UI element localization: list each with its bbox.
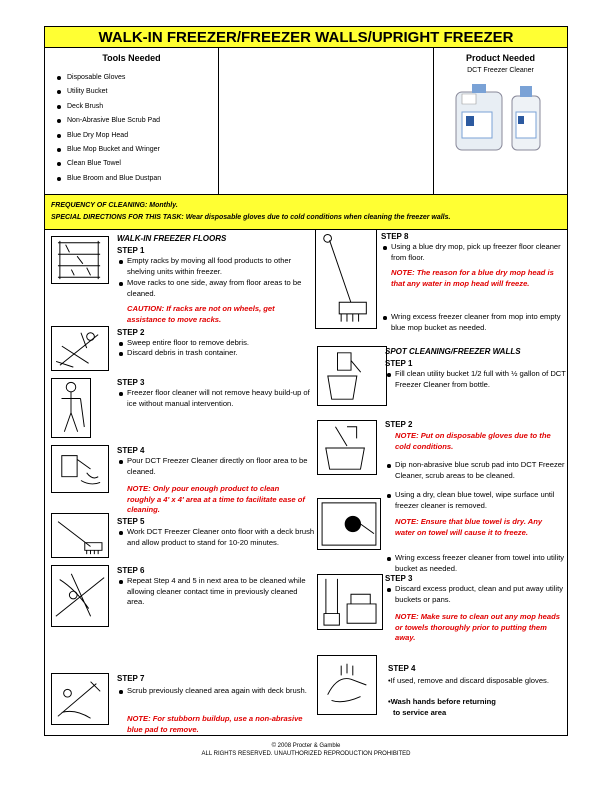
caution-note: CAUTION: If racks are not on wheels, get assistance to move racks.: [127, 304, 275, 324]
step-label: STEP 1: [385, 359, 413, 368]
step-bullet: Work DCT Freezer Cleaner onto floor with a deck brush and allow product to stand for 10-20 minutes.: [117, 527, 315, 548]
list-item: Blue Dry Mop Head: [67, 129, 218, 143]
product-name: DCT Freezer Cleaner: [467, 67, 534, 74]
step-bullet: Discard debris in trash container.: [117, 348, 315, 359]
product-header: Product Needed: [465, 53, 535, 63]
step-bullet: Repeat Step 4 and 5 in next area to be cleaned while allowing cleaner contact time in previously cleaned area.: [117, 576, 315, 608]
blank-panel: [219, 48, 433, 195]
note-text: NOTE: Ensure that blue towel is dry. Any water on towel will cause it to freeze.: [395, 517, 543, 537]
step-label: STEP 3: [385, 574, 413, 583]
list-item: Non-Abrasive Blue Scrub Pad: [67, 114, 218, 128]
step-line: •Wash hands before returning: [388, 697, 496, 706]
list-item: Utility Bucket: [67, 85, 218, 99]
tools-list: [45, 71, 218, 186]
step-bullet: Wring excess freezer cleaner from mop into empty blue mop bucket as needed.: [381, 312, 567, 333]
page-title: WALK-IN FREEZER/FREEZER WALLS/UPRIGHT FREEZER: [44, 26, 568, 48]
list-item: Clean Blue Towel: [67, 157, 218, 171]
note-text: NOTE: Make sure to clean out any mop heads or towels thoroughly prior to putting them away.: [395, 612, 560, 642]
step-bullet: Dip non-abrasive blue scrub pad into DCT Freezer Cleaner, scrub areas to be cleaned.: [385, 460, 567, 481]
rack-illustration: [51, 236, 109, 284]
sweeping-illustration: [51, 326, 109, 371]
step-bullet: Freezer floor cleaner will not remove heavy build-up of ice without manual intervention.: [117, 388, 315, 409]
towels-buckets-illustration: [317, 574, 383, 630]
note-text: NOTE: Put on disposable gloves due to the cold conditions.: [395, 431, 551, 451]
list-item: Blue Broom and Blue Dustpan: [67, 172, 218, 186]
pouring-cleaner-illustration: [51, 445, 109, 493]
step-bullet: Discard excess product, clean and put away utility buckets or pans.: [385, 584, 567, 605]
note-text: NOTE: Only pour enough product to clean roughly a 4' x 4' area at a time to facilitate ease of cleaning.: [127, 484, 305, 514]
step-line: to service area: [393, 708, 447, 717]
step-bullet: Scrub previously cleaned area again with deck brush.: [117, 686, 315, 697]
frequency-text: FREQUENCY OF CLEANING: Monthly.: [51, 202, 178, 209]
wipe-wall-illustration: [317, 498, 381, 550]
filling-bucket-illustration: [317, 346, 387, 406]
step-bullet: Pour DCT Freezer Cleaner directly on floor area to be cleaned.: [117, 456, 315, 477]
note-text: NOTE: For stubborn buildup, use a non-abrasive blue pad to remove.: [127, 714, 303, 734]
tools-needed-panel: [44, 48, 219, 195]
instructions-panel: [44, 230, 568, 736]
step-label: STEP 4: [388, 664, 416, 673]
step-label: STEP 4: [117, 446, 145, 455]
step-label: STEP 7: [117, 674, 145, 683]
list-item: Blue Mop Bucket and Wringer: [67, 143, 218, 157]
product-needed-panel: [433, 48, 568, 195]
frequency-banner: [44, 195, 568, 230]
glove-removal-illustration: [317, 655, 377, 715]
walls-section-title: SPOT CLEANING/FREEZER WALLS: [385, 347, 521, 356]
person-chipping-ice-illustration: [51, 378, 91, 438]
step-label: STEP 6: [117, 566, 145, 575]
footer: [0, 742, 612, 758]
step-bullet: Sweep entire floor to remove debris.: [117, 338, 315, 349]
floors-section-title: WALK-IN FREEZER FLOORS: [117, 234, 227, 243]
step-bullet: Move racks to one side, away from floor areas to be cleaned.: [117, 278, 315, 299]
step-bullet: Using a dry, clean blue towel, wipe surface until freezer cleaner is removed.: [385, 490, 567, 511]
product-bottles-icon: [448, 82, 553, 152]
note-text: NOTE: The reason for a blue dry mop head is that any water in mop head will freeze.: [391, 268, 554, 288]
scrubbing-illustration: [51, 673, 109, 725]
step-bullet: Empty racks by moving all food products to other shelving units within freezer.: [117, 256, 315, 277]
special-directions-text: SPECIAL DIRECTIONS FOR THIS TASK: Wear disposable gloves due to cold conditions when cleaning the freezer walls.: [51, 214, 451, 221]
step-label: STEP 2: [385, 420, 413, 429]
step-bullet: Fill clean utility bucket 1/2 full with ½ gallon of DCT Freezer Cleaner from bottle.: [385, 369, 567, 390]
step-label: STEP 3: [117, 378, 145, 387]
step-label: STEP 5: [117, 517, 145, 526]
dry-mop-illustration: [315, 229, 377, 329]
step-label: STEP 1: [117, 246, 145, 255]
dip-pad-illustration: [317, 420, 377, 475]
repeat-area-illustration: [51, 565, 109, 627]
step-label: STEP 2: [117, 328, 145, 337]
step-bullet: Using a blue dry mop, pick up freezer floor cleaner from floor.: [381, 242, 567, 263]
list-item: Disposable Gloves: [67, 71, 218, 85]
copyright-text: © 2008 Procter & Gamble: [271, 743, 341, 749]
deck-brush-illustration: [51, 513, 109, 558]
rights-text: ALL RIGHTS RESERVED. UNAUTHORIZED REPRODUCTION PROHIBITED: [201, 751, 411, 757]
step-bullet: Wring excess freezer cleaner from towel into utility bucket as needed.: [385, 553, 567, 574]
step-label: STEP 8: [381, 232, 409, 241]
list-item: Deck Brush: [67, 100, 218, 114]
tools-header: Tools Needed: [102, 53, 161, 63]
step-line: •If used, remove and discard disposable gloves.: [388, 676, 549, 685]
